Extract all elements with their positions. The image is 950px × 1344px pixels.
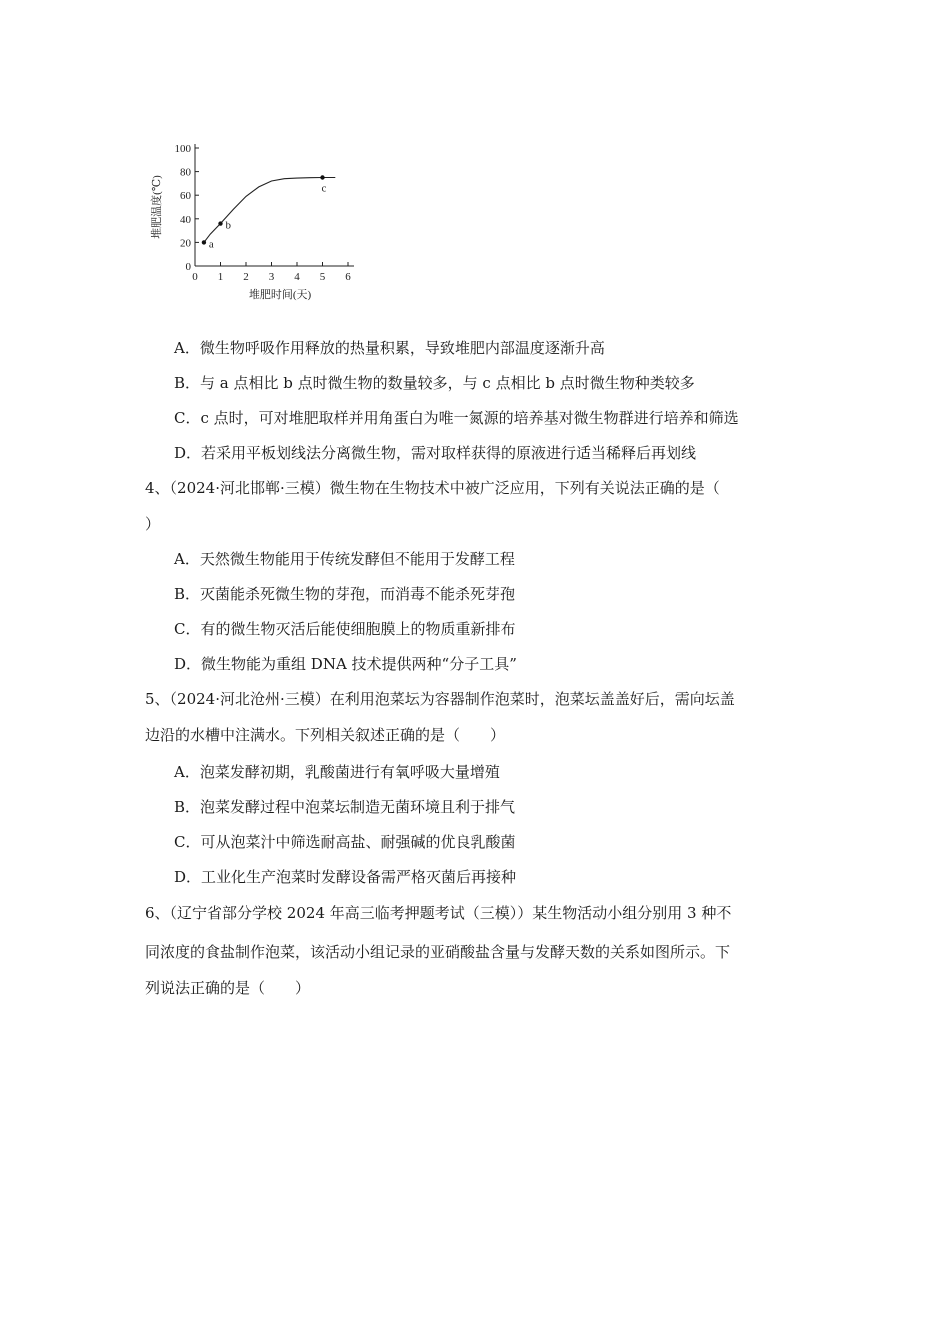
x-tick-label: 3 [268,271,275,283]
q6-stem-cont: 同浓度的食盐制作泡菜，该活动小组记录的亚硝酸盐含量与发酵天数的关系如图所示。下 [145,943,731,961]
q5-stem: 5、（2024·河北沧州·三模）在利用泡菜坛为容器制作泡菜时，泡菜坛盖盖好后，需向坛盖 [145,690,735,708]
x-tick-label: 1 [217,271,224,283]
x-tick-label: 5 [319,271,326,283]
q4-stem-cont: ） [145,515,161,533]
q4-option-a: A．天然微生物能用于传统发酵但不能用于发酵工程 [174,550,515,568]
q6-stem-cont-2: 列说法正确的是（ ） [145,979,311,997]
y-tick-label: 0 [185,261,191,273]
x-tick-label: 6 [345,271,351,283]
q5-option-b: B．泡菜发酵过程中泡菜坛制造无菌环境且利于排气 [174,798,516,816]
q3-option-d: D．若采用平板划线法分离微生物，需对取样获得的原液进行适当稀释后再划线 [174,444,697,462]
q4-option-d: D．微生物能为重组 DNA 技术提供两种“分子工具” [174,655,517,673]
q4-option-c: C．有的微生物灭活后能使细胞膜上的物质重新排布 [174,620,516,638]
point-a [202,240,206,244]
q5-stem-cont: 边沿的水槽中注满水。下列相关叙述正确的是（ ） [145,726,506,744]
y-tick-label: 40 [180,213,191,226]
q3-option-c: C．c 点时，可对堆肥取样并用角蛋白为唯一氮源的培养基对微生物群进行培养和筛选 [174,409,739,427]
q5-option-a: A．泡菜发酵初期，乳酸菌进行有氧呼吸大量增殖 [174,763,500,781]
y-tick-labels [175,143,192,273]
chart-axes [195,144,354,266]
temperature-curve [204,178,335,243]
y-axis-label: 堆肥温度(℃) [151,175,163,239]
x-axis-label: 堆肥时间(天) [248,289,312,301]
q4-stem: 4、（2024·河北邯郸·三模）微生物在生物技术中被广泛应用，下列有关说法正确的是（ [145,479,720,497]
q5-option-d: D．工业化生产泡菜时发酵设备需严格灭菌后再接种 [174,868,517,886]
x-tick-label: 0 [192,271,198,283]
q3-option-a: A．微生物呼吸作用释放的热量积累，导致堆肥内部温度逐渐升高 [174,339,605,357]
point-label-c: c [321,182,327,195]
temperature-chart [140,136,370,311]
point-c [320,175,324,179]
labeled-points [202,175,327,250]
q5-option-c: C．可从泡菜汁中筛选耐高盐、耐强碱的优良乳酸菌 [174,833,516,851]
point-label-b: b [225,219,231,232]
y-tick-label: 20 [180,237,191,250]
x-tick-label: 2 [243,271,249,283]
point-label-a: a [208,238,214,251]
y-tick-label: 80 [180,166,191,179]
point-b [218,221,222,225]
y-tick-label: 60 [180,190,191,203]
q6-stem: 6、（辽宁省部分学校 2024 年高三临考押题考试（三模））某生物活动小组分别用 3 种不 [145,904,732,922]
q3-option-b: B．与 a 点相比 b 点时微生物的数量较多，与 c 点相比 b 点时微生物种类较多 [174,374,695,392]
q4-option-b: B．灭菌能杀死微生物的芽孢，而消毒不能杀死芽孢 [174,585,516,603]
x-tick-label: 4 [294,271,300,283]
y-tick-label: 100 [174,143,191,155]
x-tick-labels [192,271,351,283]
